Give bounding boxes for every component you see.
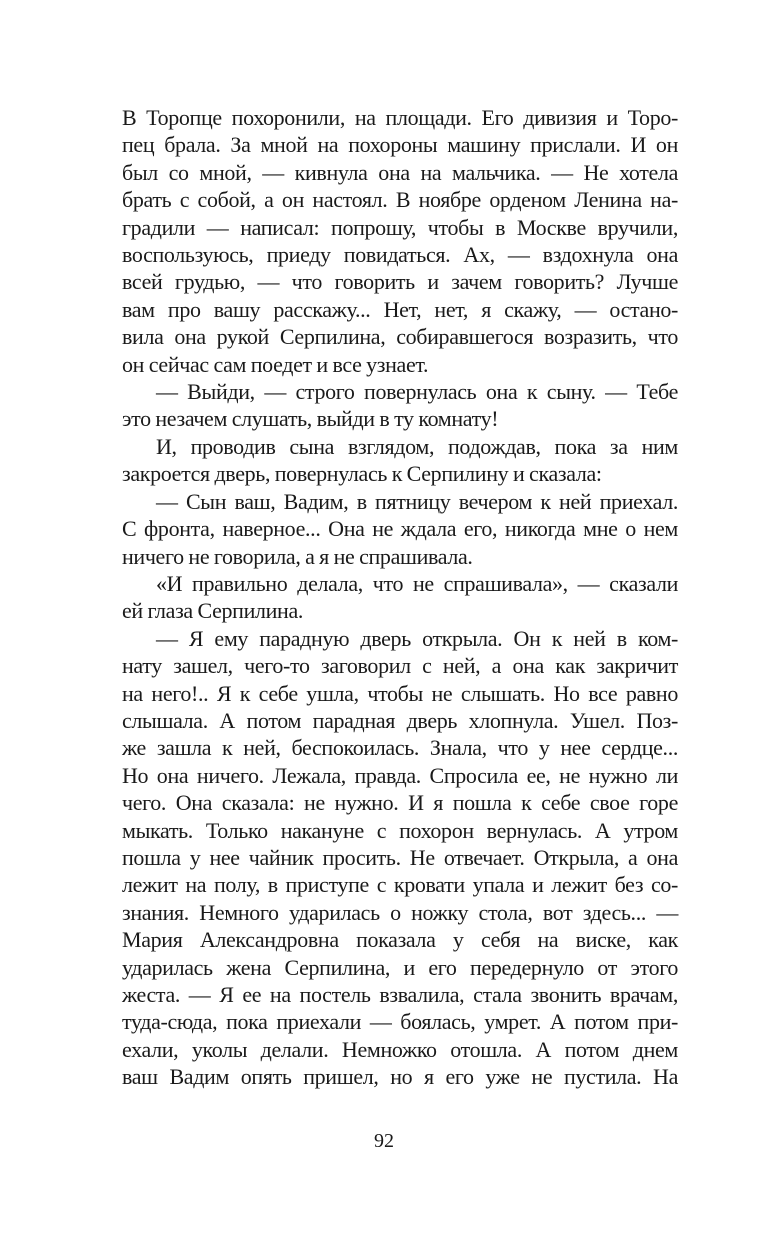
text-line: лежит на полу, в приступе с кровати упала и лежит без со- [122,872,678,898]
text-line: — Я ему парадную дверь открыла. Он к ней в ком- [156,625,678,651]
paragraph [122,104,678,378]
text-line: был со мной, — кивнула она на мальчика. — Не хотела [122,159,678,185]
text-line: С фронта, наверное... Она не ждала его, никогда мне о нем [122,516,678,542]
paragraph [122,570,678,625]
text-line: пец брала. За мной на похороны машину прислали. И он [122,132,678,158]
text-line: ничего не говорила, а я не спрашивала. [122,543,473,569]
text-line: И, проводив сына взглядом, подождав, пока за ним [156,433,678,459]
paragraph [122,625,678,1091]
text-line: чего. Она сказала: не нужно. И я пошла к себе свое горе [122,790,678,816]
text-line: нату зашел, чего-то заговорил с ней, а она как закричит [122,653,678,679]
text-line: вила она рукой Серпилина, собиравшегося возразить, что [122,324,678,350]
text-line: мыкать. Только накануне с похорон вернулась. А утром [122,817,678,843]
text-line: всей грудью, — что говорить и зачем говорить? Лучше [122,269,678,295]
text-line: закроется дверь, повернулась к Серпилину и сказала: [122,461,602,487]
text-line: ударилась жена Серпилина, и его передернуло от этого [122,954,678,980]
text-line: жеста. — Я ее на постель взвалила, стала звонить врачам, [122,982,678,1007]
paragraph [122,378,678,433]
text-line: брать с собой, а он настоял. В ноябре орденом Ленина на- [122,187,678,213]
page-number: 92 [374,1130,394,1152]
text-line: — Сын ваш, Вадим, в пятницу вечером к ней приехал. [156,488,678,514]
text-line: вам про вашу расскажу... Нет, нет, я скажу, — остано- [122,296,678,322]
text-line: знания. Немного ударилась о ножку стола, вот здесь... — [122,899,678,925]
text-line: ей глаза Серпилина. [122,598,304,624]
text-line: ваш Вадим опять пришел, но я его уже не пустила. На [122,1064,678,1090]
text-line: пошла у нее чайник просить. Не отвечает. Открыла, а она [122,844,678,870]
body-text [122,104,678,1091]
text-line: градили — написал: попрошу, чтобы в Москве вручили, [122,214,678,240]
text-line: туда-сюда, пока приехали — боялась, умрет. А потом при- [122,1009,678,1035]
text-line: Мария Александровна показала у себя на виске, как [122,927,678,953]
text-line: он сейчас сам поедет и все узнает. [122,351,429,377]
text-line: это незачем слушать, выйди в ту комнату! [122,406,499,432]
text-line: слышала. А потом парадная дверь хлопнула. Ушел. Поз- [122,707,678,733]
text-line: — Выйди, — строго повернулась она к сыну. — Тебе [156,379,678,405]
text-line: Но она ничего. Лежала, правда. Спросила ее, не нужно ли [122,762,678,788]
paragraph [122,433,678,488]
text-line: В Торопце похоронили, на площади. Его дивизия и Торо- [122,105,678,130]
text-line: ехали, уколы делали. Немножко отошла. А потом днем [122,1036,678,1062]
text-line: «И правильно делала, что не спрашивала», — сказали [156,570,678,596]
text-line: же зашла к ней, беспокоилась. Знала, что у нее сердце... [122,735,678,761]
text-line: воспользуюсь, приеду повидаться. Ах, — вздохнула она [122,242,678,268]
text-line: на него!.. Я к себе ушла, чтобы не слышать. Но все равно [122,680,678,706]
paragraph [122,488,678,570]
